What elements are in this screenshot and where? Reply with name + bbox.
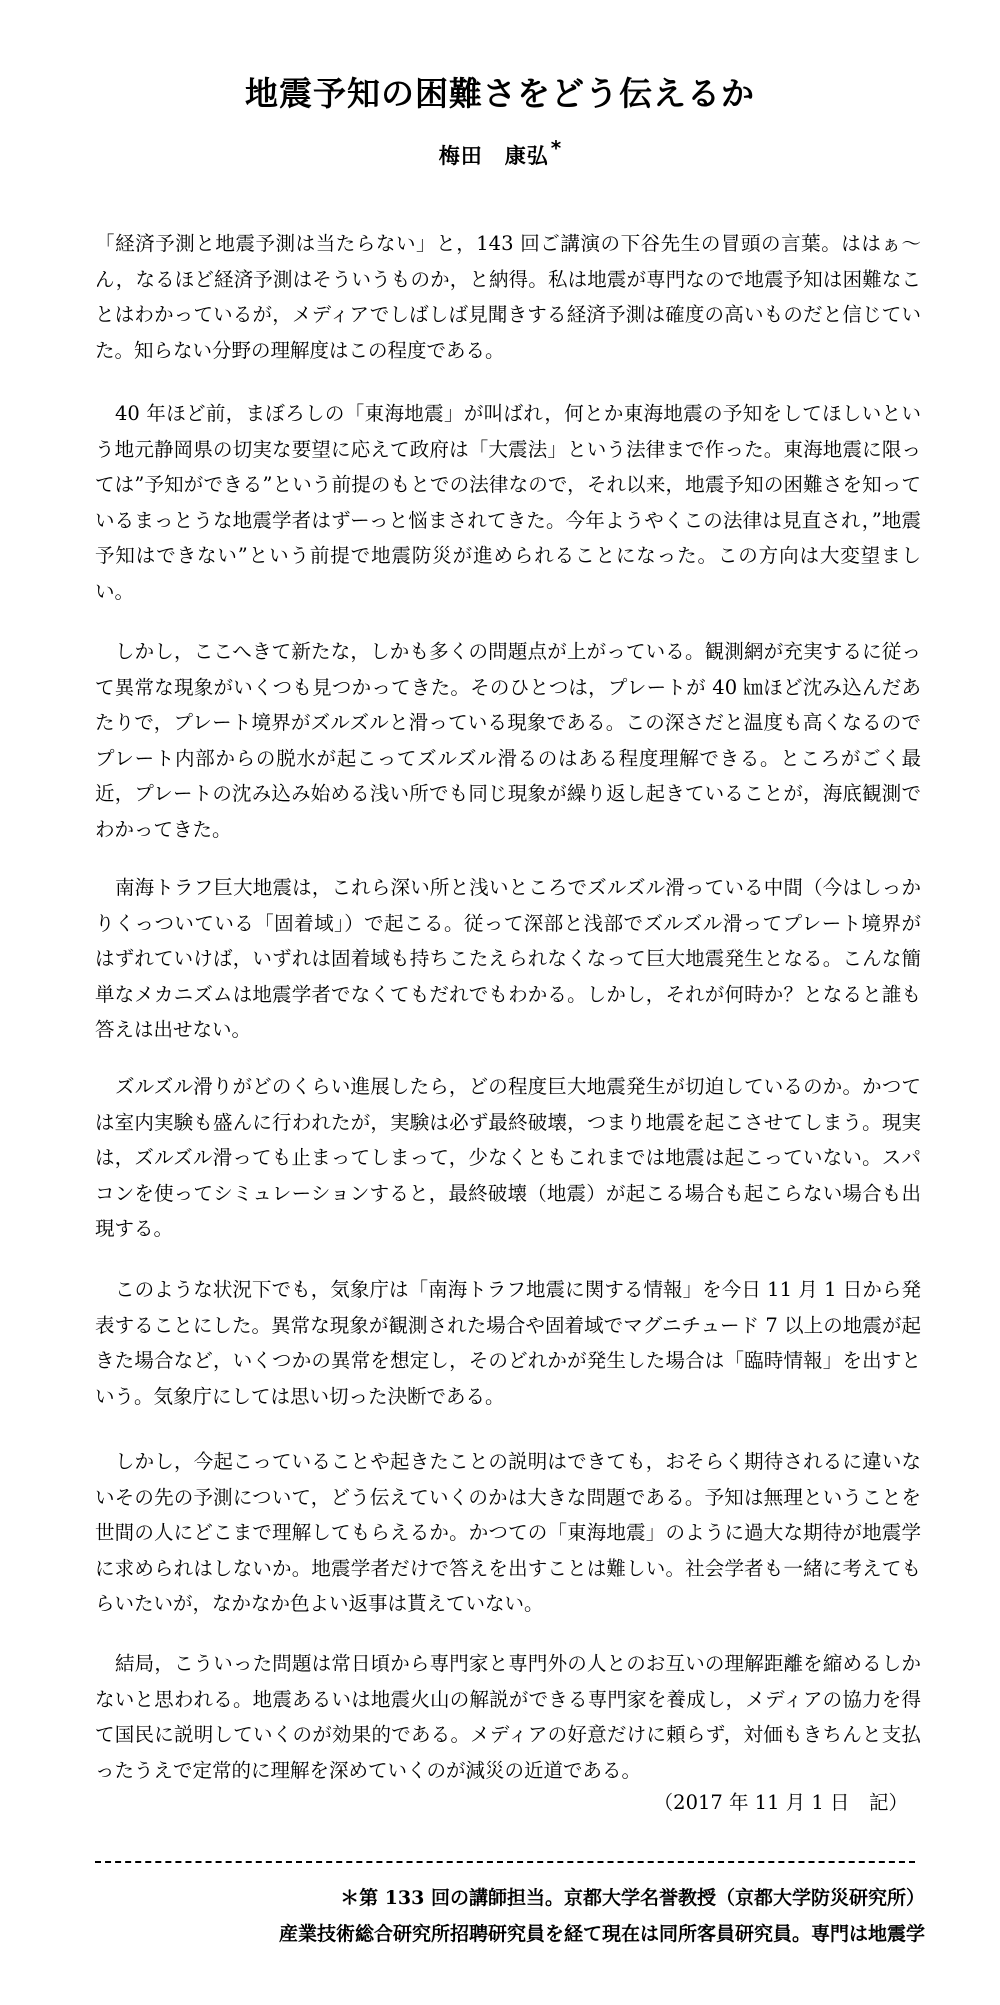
paragraph-6: このような状況下でも，気象庁は「南海トラフ地震に関する情報」を今日 11 月 1 日から発表することにした。異常な現象が観測された場合や固着域でマグニチュード 7 以上の地震が起きた場合など，いくつかの異常を想定し，そのどれかが発生した場合は「臨時情報」を出すという。気象庁にしては思い切った決断である。 <box>95 1278 921 1408</box>
paragraph-7: しかし，今起こっていることや起きたことの説明はできても，おそらく期待されるに違いないその先の予測について，どう伝えていくのかは大きな問題である。予知は無理ということを世間の人にどこまで理解してもらえるか。かつての「東海地震」のように過大な期待が地震学に求められはしないか。地震学者だけで答えを出すことは難しい。社会学者も一緒に考えてもらいたいが，なかなか色よい返事は貰えていない。 <box>95 1450 921 1615</box>
date-note: （2017 年 11 月 1 日 記） <box>653 1791 908 1814</box>
author-name: 梅田 康弘 <box>438 144 549 168</box>
paragraph-8: 結局，こういった問題は常日頃から専門家と専門外の人とのお互いの理解距離を縮めるしかないと思われる。地震あるいは地震火山の解説ができる専門家を養成し，メディアの協力を得て国民に説明していくのが効果的である。メディアの好意だけに頼らず，対価もきちんと支払ったうえで定常的に理解を深めていくのが減災の近道である。 <box>95 1652 921 1782</box>
paragraph-5: ズルズル滑りがどのくらい進展したら，どの程度巨大地震発生が切迫しているのか。かつては室内実験も盛んに行われたが，実験は必ず最終破壊，つまり地震を起こさせてしまう。現実は，ズルズル滑っても止まってしまって，少なくともこれまでは地震は起こっていない。スパコンを使ってシミュレーションすると，最終破壊（地震）が起こる場合も起こらない場合も出現する。 <box>95 1075 921 1240</box>
paragraph-2: 40 年ほど前，まぼろしの「東海地震」が叫ばれ，何とか東海地震の予知をしてほしいという地元静岡県の切実な要望に応えて政府は「大震法」という法律まで作った。東海地震に限っては”予知ができる”という前提のもとでの法律なので，それ以来，地震予知の困難さを知っているまっとうな地震学者はずーっと悩まされてきた。今年ようやくこの法律は見直され，”地震予知はできない”という前提で地震防災が進められることになった。この方向は大変望ましい。 <box>95 402 921 603</box>
footnote <box>279 1880 925 1952</box>
footnote-line-1: ＊第 133 回の講師担当。京都大学名誉教授（京都大学防災研究所） <box>340 1887 925 1909</box>
footnote-divider <box>95 1861 915 1863</box>
footnote-line-2: 産業技術総合研究所招聘研究員を経て現在は同所客員研究員。専門は地震学 <box>278 1923 925 1945</box>
page-title: 地震予知の困難さをどう伝えるか <box>245 74 755 113</box>
author-line <box>0 136 1000 170</box>
paragraph-4: 南海トラフ巨大地震は，これら深い所と浅いところでズルズル滑っている中間（今はしっかりくっついている「固着域」）で起こる。従って深部と浅部でズルズル滑ってプレート境界がはずれていけば，いずれは固着域も持ちこたえられなくなって巨大地震発生となる。こんな簡単なメカニズムは地震学者でなくてもだれでもわかる。しかし，それが何時か？となると誰も答えは出せない。 <box>95 876 921 1041</box>
author-footnote-mark: * <box>550 136 562 160</box>
paragraph-1: 「経済予測と地震予測は当たらない」と，143 回ご講演の下谷先生の冒頭の言葉。ははぁ～ん，なるほど経済予測はそういうものか，と納得。私は地震が専門なので地震予知は困難なことはわかっているが，メディアでしばしば見聞きする経済予測は確度の高いものだと信じていた。知らない分野の理解度はこの程度である。 <box>95 232 921 362</box>
paragraph-3: しかし，ここへきて新たな，しかも多くの問題点が上がっている。観測網が充実するに従って異常な現象がいくつも見つかってきた。そのひとつは，プレートが 40 ㎞ほど沈み込んだあたりで，プレート境界がズルズルと滑っている現象である。この深さだと温度も高くなるのでプレート内部からの脱水が起こってズルズル滑るのはある程度理解できる。ところがごく最近，プレートの沈み込み始める浅い所でも同じ現象が繰り返し起きていることが，海底観測でわかってきた。 <box>95 640 921 841</box>
